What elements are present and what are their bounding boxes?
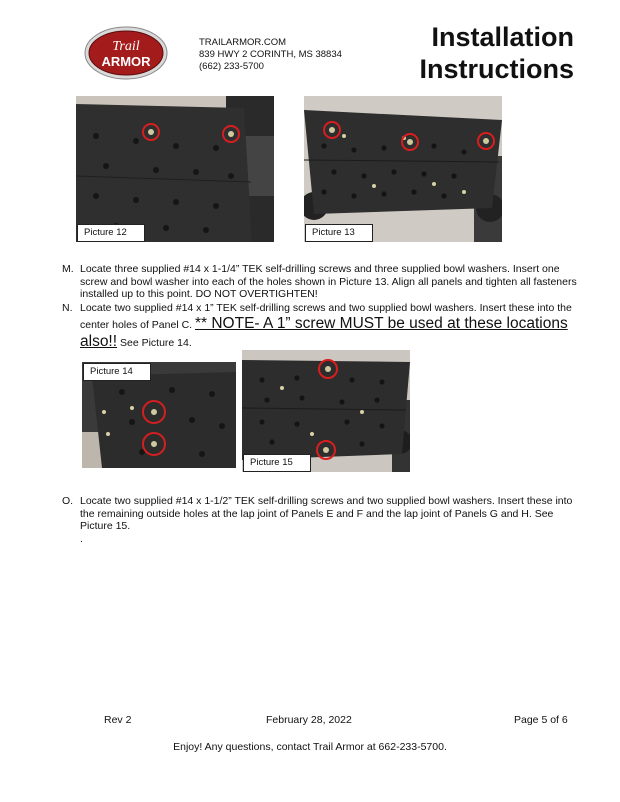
step-n-text [62, 302, 582, 351]
step-o-trailing: . [80, 532, 83, 545]
picture-13-photo [304, 96, 502, 242]
trail-armor-logo [84, 26, 168, 80]
company-address: 839 HWY 2 CORINTH, MS 38834 [199, 49, 342, 60]
footer-date: February 28, 2022 [266, 714, 352, 726]
picture-15-caption: Picture 15 [243, 454, 311, 472]
step-m [62, 263, 582, 301]
step-m-text: Locate three supplied #14 x 1-1/4” TEK self-drilling screws and three supplied bowl washers. Insert one screw and bowl washer into each of the holes shown in Picture 13. Align all panels and tighten all fasteners installed up to this point. DO NOT OVERTIGHTEN! [80, 263, 577, 301]
step-n-text-before: Locate two supplied #14 x 1” TEK self-drilling screws and two supplied bowl washers. Insert these into the center holes of Panel C. [80, 302, 572, 331]
step-m-letter: M. [62, 263, 74, 275]
step-o-letter: O. [62, 495, 74, 507]
step-n-text-after: See Picture 14. [117, 336, 192, 349]
step-o-text: Locate two supplied #14 x 1-1/2” TEK self-drilling screws and two supplied bowl washers. Insert these into the remaining outside holes at the lap joint of Panels E and F and the lap joint of Panels G and H. See Picture 15. [80, 495, 573, 533]
footer-contact: Enjoy! Any questions, contact Trail Armor at 662-233-5700. [173, 741, 447, 753]
step-o [62, 495, 582, 545]
footer-revision: Rev 2 [104, 714, 132, 726]
svg-text:Trail: Trail [112, 39, 140, 54]
title-line-2: Instructions [419, 54, 574, 84]
svg-text:ARMOR: ARMOR [101, 54, 151, 69]
picture-12-caption: Picture 12 [77, 224, 145, 242]
step-n-letter: N. [62, 302, 73, 314]
company-website: TRAILARMOR.COM [199, 37, 287, 48]
company-info [199, 37, 342, 73]
picture-14-caption: Picture 14 [83, 363, 151, 381]
title-line-1: Installation [431, 22, 574, 52]
company-phone: (662) 233-5700 [199, 61, 264, 72]
picture-13-caption: Picture 13 [305, 224, 373, 242]
step-n-note: ** NOTE- A 1” screw MUST be used at these locations also!! [80, 314, 568, 350]
footer-page-number: Page 5 of 6 [514, 714, 568, 726]
picture-12-photo [76, 96, 274, 242]
step-n [62, 302, 582, 351]
page-title [419, 21, 574, 85]
